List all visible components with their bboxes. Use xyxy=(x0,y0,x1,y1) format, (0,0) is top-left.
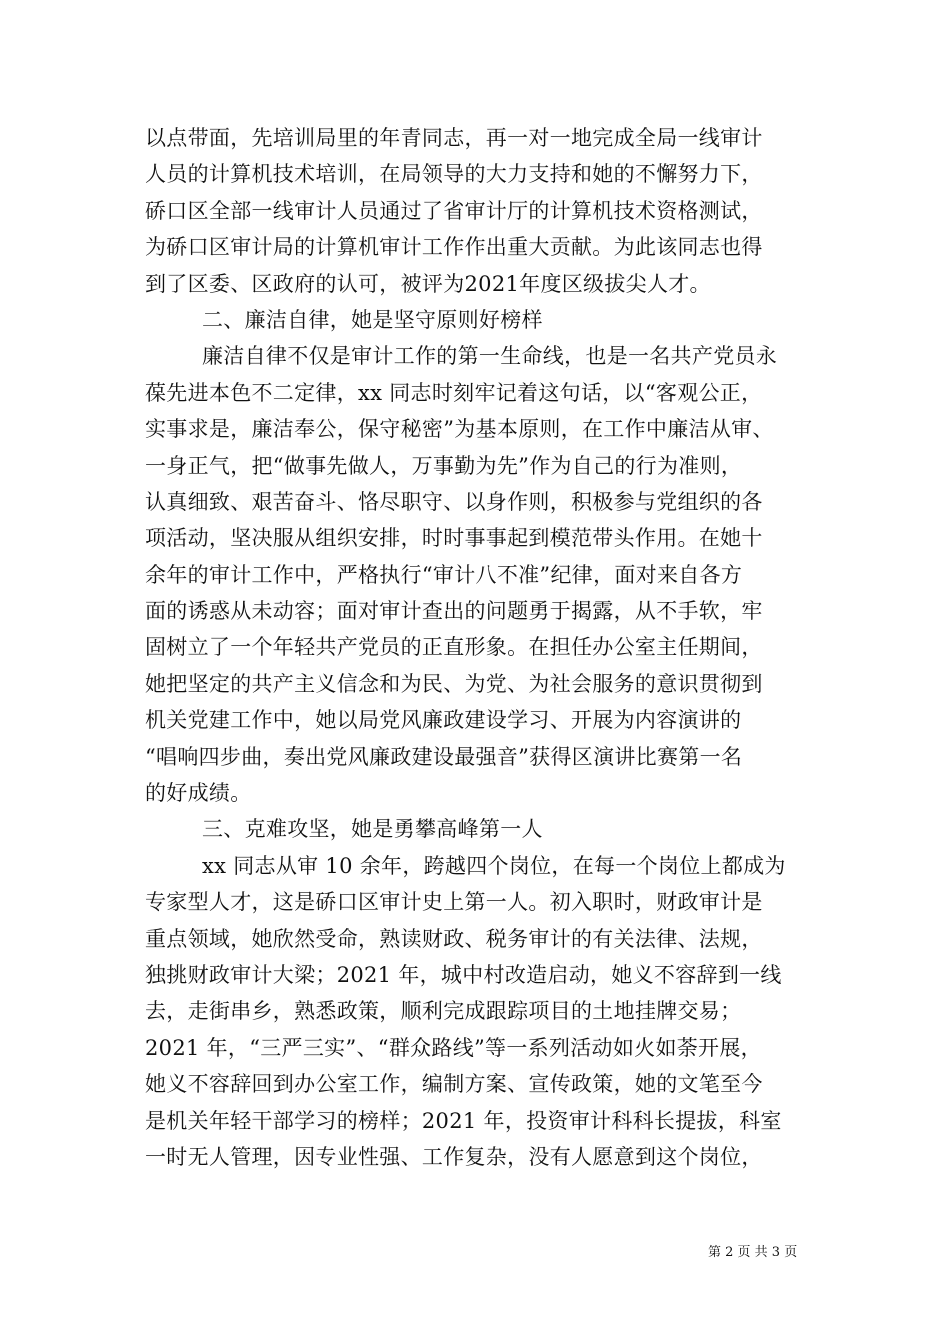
text-line: 以点带面，先培训局里的年青同志，再一对一地完成全局一线审计 xyxy=(145,126,763,150)
text-line: 人员的计算机技术培训，在局领导的大力支持和她的不懈努力下， xyxy=(145,162,763,187)
text-line: 面的诱惑从未动容；面对审计查出的问题勇于揭露，从不手软，牢 xyxy=(145,599,763,624)
paragraph-start-line: 廉洁自律不仅是审计工作的第一生命线，也是一名共产党员永 xyxy=(202,344,778,369)
text-line: 机关党建工作中，她以局党风廉政建设学习、开展为内容演讲的 xyxy=(145,708,742,733)
section-heading: 二、廉洁自律，她是坚守原则好榜样 xyxy=(202,307,543,332)
text-line: 独挑财政审计大梁；2021 年，城中村改造启动，她义不容辞到一线 xyxy=(145,962,782,987)
text-line: 重点领域，她欣然受命，熟读财政、税务审计的有关法律、法规， xyxy=(145,926,763,951)
text-line: 余年的审计工作中，严格执行“审计八不准”纪律，面对来自各方 xyxy=(145,562,743,587)
text-line: 她义不容辞回到办公室工作，编制方案、宣传政策，她的文笔至今 xyxy=(145,1072,763,1097)
paragraph-start-line: xx 同志从审 10 余年，跨越四个岗位，在每一个岗位上都成为 xyxy=(202,853,786,878)
text-line: 项活动，坚决服从组织安排，时时事事起到模范带头作用。在她十 xyxy=(145,526,763,551)
text-line: 她把坚定的共产主义信念和为民、为党、为社会服务的意识贯彻到 xyxy=(145,671,763,696)
document-body xyxy=(145,120,810,1175)
text-line: 专家型人才，这是硚口区审计史上第一人。初入职时，财政审计是 xyxy=(145,890,763,915)
text-line: 到了区委、区政府的认可，被评为2021年度区级拔尖人才。 xyxy=(145,271,711,296)
text-line: 2021 年，“三严三实”、“群众路线”等一系列活动如火如荼开展， xyxy=(145,1035,762,1060)
text-line: 一身正气，把“做事先做人，万事勤为先”作为自己的行为准则， xyxy=(145,453,743,478)
text-line: 去，走街串乡，熟悉政策，顺利完成跟踪项目的土地挂牌交易； xyxy=(145,999,742,1024)
text-line: 硚口区全部一线审计人员通过了省审计厅的计算机技术资格测试， xyxy=(145,198,763,223)
text-line: 的好成绩。 xyxy=(145,781,252,806)
text-line: 一时无人管理，因专业性强、工作复杂，没有人愿意到这个岗位， xyxy=(145,1144,763,1169)
section-heading: 三、克难攻坚，她是勇攀高峰第一人 xyxy=(202,817,543,842)
text-line: 葆先进本色不二定律，xx 同志时刻牢记着这句话，以“客观公正， xyxy=(145,380,763,405)
text-line: 为硚口区审计局的计算机审计工作作出重大贡献。为此该同志也得 xyxy=(145,235,763,260)
text-line: 是机关年轻干部学习的榜样；2021 年，投资审计科科长提拔，科室 xyxy=(145,1108,782,1133)
text-line: “唱响四步曲，奏出党风廉政建设最强音”获得区演讲比赛第一名 xyxy=(145,744,743,769)
text-line: 实事求是，廉洁奉公，保守秘密”为基本原则，在工作中廉洁从审、 xyxy=(145,417,774,442)
page-number-footer: 第 2 页 共 3 页 xyxy=(708,1245,798,1260)
text-line: 认真细致、艰苦奋斗、恪尽职守、以身作则，积极参与党组织的各 xyxy=(145,489,763,514)
text-line: 固树立了一个年轻共产党员的正直形象。在担任办公室主任期间， xyxy=(145,635,763,660)
